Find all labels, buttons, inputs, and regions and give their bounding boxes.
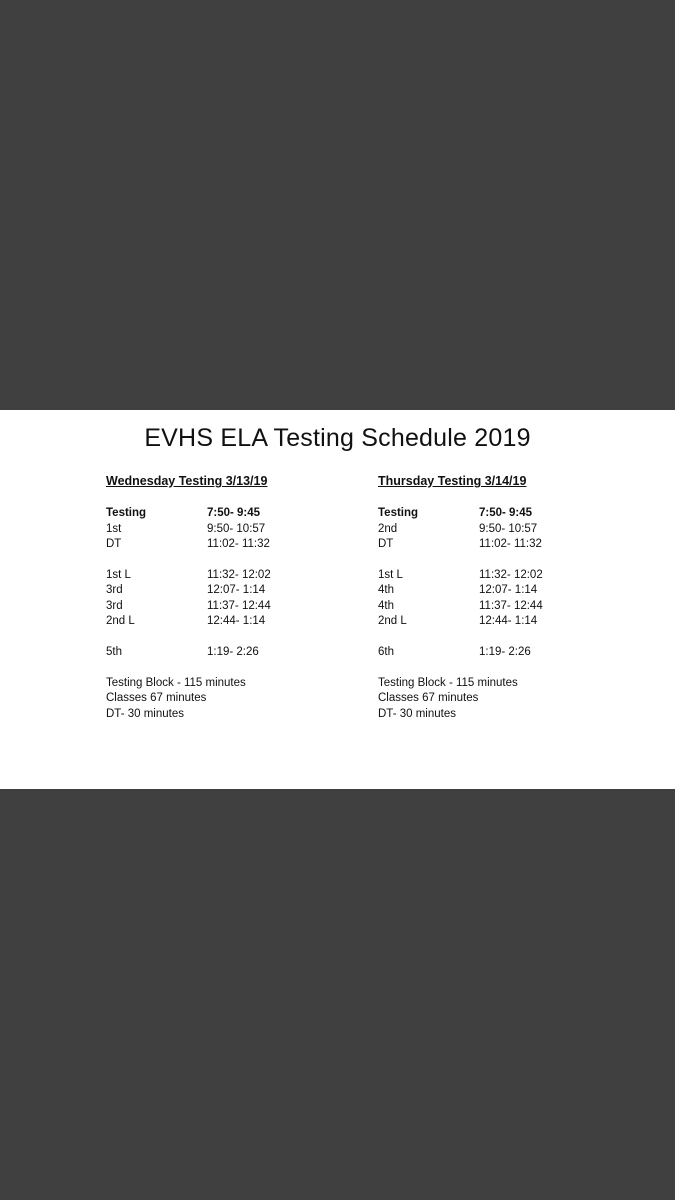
schedule-row (378, 645, 628, 660)
period-label: Testing (378, 507, 419, 520)
schedule-row (106, 645, 356, 660)
schedule-row (378, 537, 628, 552)
period-label: 4th (378, 584, 394, 597)
spacer (106, 660, 356, 675)
spacer (106, 553, 356, 568)
period-time: 11:37- 12:44 (479, 599, 543, 612)
note-testing-block: Testing Block - 115 minutes (106, 676, 246, 689)
note-testing-block: Testing Block - 115 minutes (378, 676, 518, 689)
period-label: 1st L (106, 569, 131, 582)
schedule-row (106, 583, 356, 598)
note-dt: DT- 30 minutes (106, 707, 184, 720)
period-time: 11:37- 12:44 (207, 599, 271, 612)
period-label: 5th (106, 646, 122, 659)
period-label: 4th (378, 599, 394, 612)
spacer (378, 660, 628, 675)
period-label: 3rd (106, 599, 123, 612)
period-time: 12:44- 1:14 (479, 615, 538, 628)
thursday-column (378, 474, 628, 722)
schedule-row (378, 583, 628, 598)
spacer (378, 630, 628, 645)
schedule-row (378, 506, 628, 521)
wednesday-heading: Wednesday Testing 3/13/19 (106, 474, 268, 488)
period-label: 1st L (378, 569, 403, 582)
period-time: 1:19- 2:26 (207, 646, 259, 659)
schedule-row (378, 599, 628, 614)
schedule-row (106, 568, 356, 583)
period-time: 11:32- 12:02 (207, 569, 271, 582)
spacer (378, 553, 628, 568)
period-label: DT (106, 538, 122, 551)
period-label: 2nd L (378, 615, 407, 628)
period-label: 3rd (106, 584, 123, 597)
period-label: 1st (106, 522, 122, 535)
period-time: 11:32- 12:02 (479, 569, 543, 582)
note-dt: DT- 30 minutes (378, 707, 456, 720)
schedule-row (106, 614, 356, 629)
period-label: DT (378, 538, 394, 551)
period-time: 1:19- 2:26 (479, 646, 531, 659)
period-label: Testing (106, 507, 147, 520)
schedule-row (106, 522, 356, 537)
period-time: 11:02- 11:32 (479, 538, 542, 551)
spacer (106, 630, 356, 645)
note-classes: Classes 67 minutes (378, 692, 479, 705)
period-time: 9:50- 10:57 (479, 522, 538, 535)
period-time: 9:50- 10:57 (207, 522, 266, 535)
period-label: 6th (378, 646, 394, 659)
note-classes: Classes 67 minutes (106, 692, 207, 705)
schedule-row (106, 506, 356, 521)
period-label: 2nd (378, 522, 398, 535)
schedule-document (0, 410, 675, 789)
period-time: 7:50- 9:45 (207, 507, 261, 520)
document-title: EVHS ELA Testing Schedule 2019 (144, 424, 531, 452)
period-time: 12:44- 1:14 (207, 615, 266, 628)
schedule-row (378, 522, 628, 537)
schedule-row (378, 614, 628, 629)
period-time: 11:02- 11:32 (207, 538, 270, 551)
schedule-row (106, 537, 356, 552)
period-time: 12:07- 1:14 (207, 584, 266, 597)
schedule-row (106, 599, 356, 614)
period-time: 12:07- 1:14 (479, 584, 538, 597)
thursday-heading: Thursday Testing 3/14/19 (378, 474, 527, 488)
period-label: 2nd L (106, 615, 135, 628)
wednesday-column (106, 474, 356, 722)
period-time: 7:50- 9:45 (479, 507, 533, 520)
schedule-row (378, 568, 628, 583)
